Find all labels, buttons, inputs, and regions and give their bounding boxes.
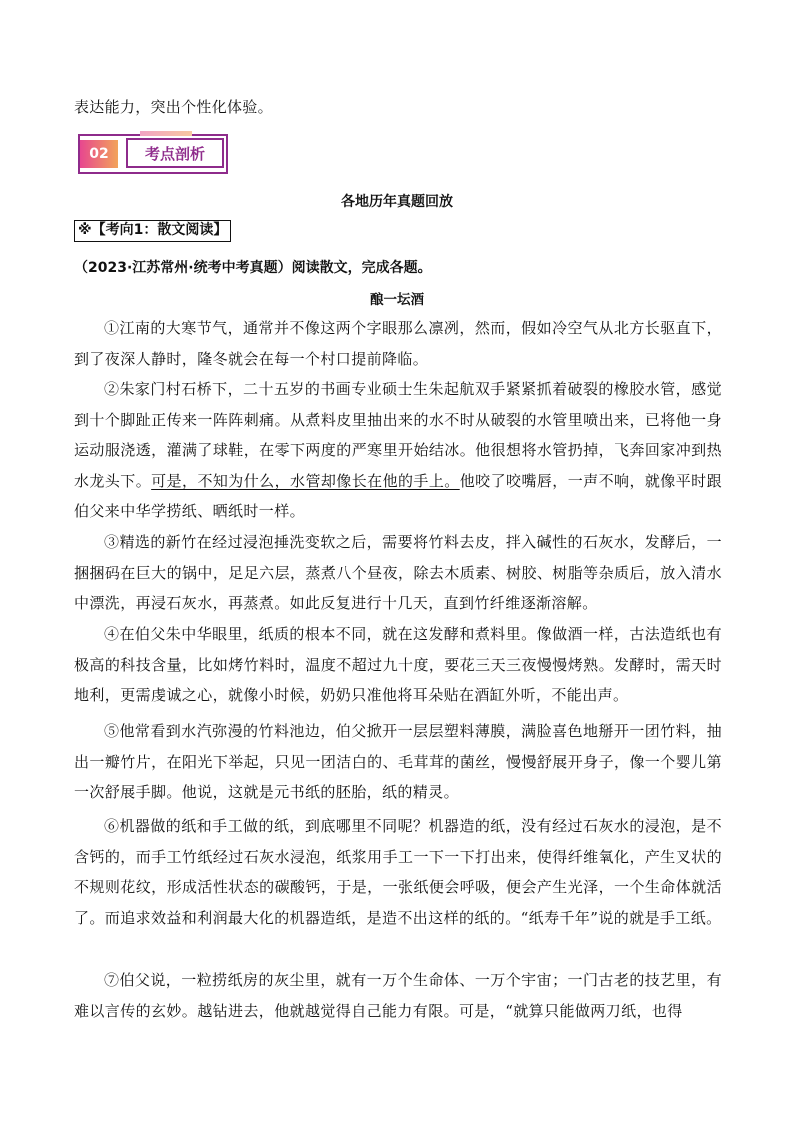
section-badge [78, 134, 230, 178]
underlined-sentence: 可是，不知为什么，水管却像长在他的手上。 [151, 471, 460, 490]
badge-label: 考点剖析 [126, 138, 224, 168]
badge-accent-bar [140, 131, 192, 136]
paragraph-2-text-b: 他咬了咬嘴唇，一声不响，就像平时跟伯父来中华学捞纸、晒纸时一样。 [74, 471, 722, 520]
intro-text: 表达能力，突出个性化体验。 [74, 98, 273, 116]
paragraph-5: ⑤他常看到水汽弥漫的竹料池边，伯父掀开一层层塑料薄膜，满脸喜色地掰开一团竹料，抽出一瓣竹片，在阳光下举起，只见一团洁白的、毛茸茸的菌丝，慢慢舒展开身子，像一个婴儿第一次舒展手脚。他说，这就是元书纸的胚胎，纸的精灵。 [74, 722, 722, 801]
paragraph-7: ⑦伯父说，一粒捞纸房的灰尘里，就有一万个生命体、一万个宇宙；一门古老的技艺里，有难以言传的玄妙。越钻进去，他就越觉得自己能力有限。可是，“就算只能做两刀纸，也得 [74, 971, 722, 1020]
paragraph-2 [74, 374, 722, 527]
section-title: 各地历年真题回放 [341, 194, 453, 210]
badge-number: 02 [80, 140, 118, 168]
paragraph-3: ③精选的新竹在经过浸泡捶洗变软之后，需要将竹料去皮，拌入碱性的石灰水，发酵后，一捆捆码在巨大的锅中，足足六层，蒸煮八个昼夜，除去木质素、树胶、树脂等杂质后，放入清水中漂洗，再浸石灰水，再蒸煮。如此反复进行十几天，直到竹纤维逐渐溶解。 [74, 533, 722, 612]
paragraph-6: ⑥机器做的纸和手工做的纸，到底哪里不同呢？机器造的纸，没有经过石灰水的浸泡，是不含钙的，而手工竹纸经过石灰水浸泡，纸浆用手工一下一下打出来，使得纤维氧化，产生叉状的不规则花纹，形成活性状态的碳酸钙，于是，一张纸便会呼吸，便会产生光泽，一个生命体就活了。而追求效益和利润最大化的机器造纸，是造不出这样的纸的。“纸寿千年”说的就是手工纸。 [74, 817, 722, 927]
paragraph-2-text-a: ②朱家门村石桥下，二十五岁的书画专业硕士生朱起航双手紧紧抓着破裂的橡胶水管，感觉到十个脚趾正传来一阵阵刺痛。从煮料皮里抽出来的水不时从破裂的水管里喷出来，已将他一身运动服浇透，灌满了球鞋，在零下两度的严寒里开始结冰。他很想将水管扔掉，飞奔回家冲到热水龙头下。 [74, 380, 722, 490]
question-source: （2023·江苏常州·统考中考真题）阅读散文，完成各题。 [74, 260, 432, 276]
essay-title: 酿一坛酒 [370, 292, 424, 308]
kaoxiang-label: ※【考向1：散文阅读】 [74, 220, 231, 242]
paragraph-4: ④在伯父朱中华眼里，纸质的根本不同，就在这发酵和煮料里。像做酒一样，古法造纸也有极高的科技含量，比如烤竹料时，温度不超过九十度，要花三天三夜慢慢烤熟。发酵时，需天时地利，更需虔诚之心，就像小时候，奶奶只准他将耳朵贴在酒缸外听，不能出声。 [74, 625, 722, 704]
paragraph-1: ①江南的大寒节气，通常并不像这两个字眼那么凛冽，然而，假如冷空气从北方长驱直下，到了夜深人静时，隆冬就会在每一个村口提前降临。 [74, 319, 722, 368]
